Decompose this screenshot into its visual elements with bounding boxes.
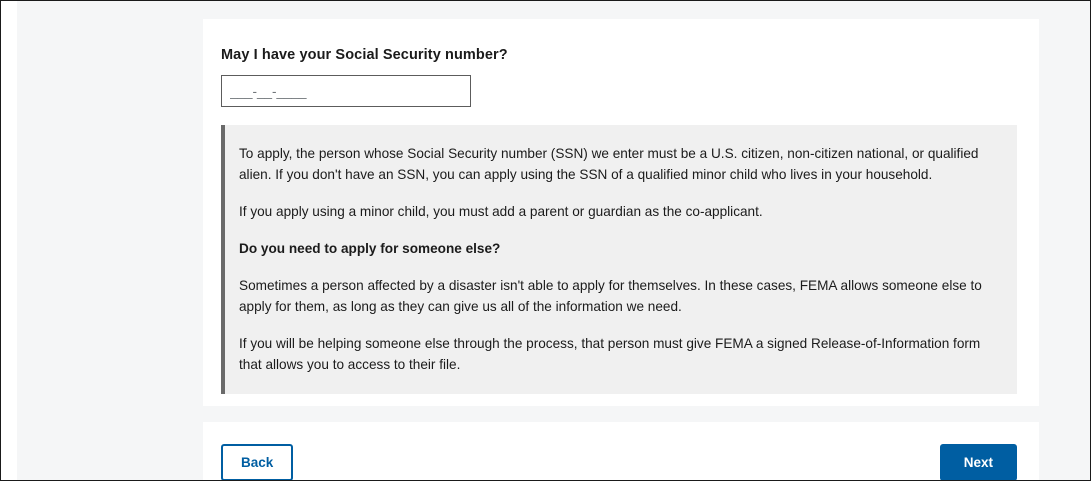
content-column xyxy=(203,1,1039,481)
info-paragraph: If you will be helping someone else through the process, that person must give FEMA a signed Release-of-Information form that allows you to access to their file. xyxy=(239,336,981,373)
left-gutter xyxy=(1,1,17,480)
ssn-input[interactable] xyxy=(221,75,471,107)
back-button[interactable]: Back xyxy=(221,444,293,481)
ssn-question-card xyxy=(203,19,1039,406)
page-title: May I have your Social Security number? xyxy=(221,47,508,63)
next-button[interactable]: Next xyxy=(940,444,1017,481)
info-paragraph: To apply, the person whose Social Security number (SSN) we enter must be a U.S. citizen, non-citizen national, or qualified alien. If you don't have an SSN, you can apply using the SSN of a qualified minor child who lives in your household. xyxy=(239,146,979,183)
info-paragraph: If you apply using a minor child, you must add a parent or guardian as the co-applicant. xyxy=(239,204,763,220)
navigation-card xyxy=(203,422,1039,481)
info-callout xyxy=(221,125,1017,394)
info-paragraph: Sometimes a person affected by a disaster isn't able to apply for themselves. In these cases, FEMA allows someone else to apply for them, as long as they can give us all of the information we need. xyxy=(239,278,982,315)
info-heading: Do you need to apply for someone else? xyxy=(239,241,501,257)
